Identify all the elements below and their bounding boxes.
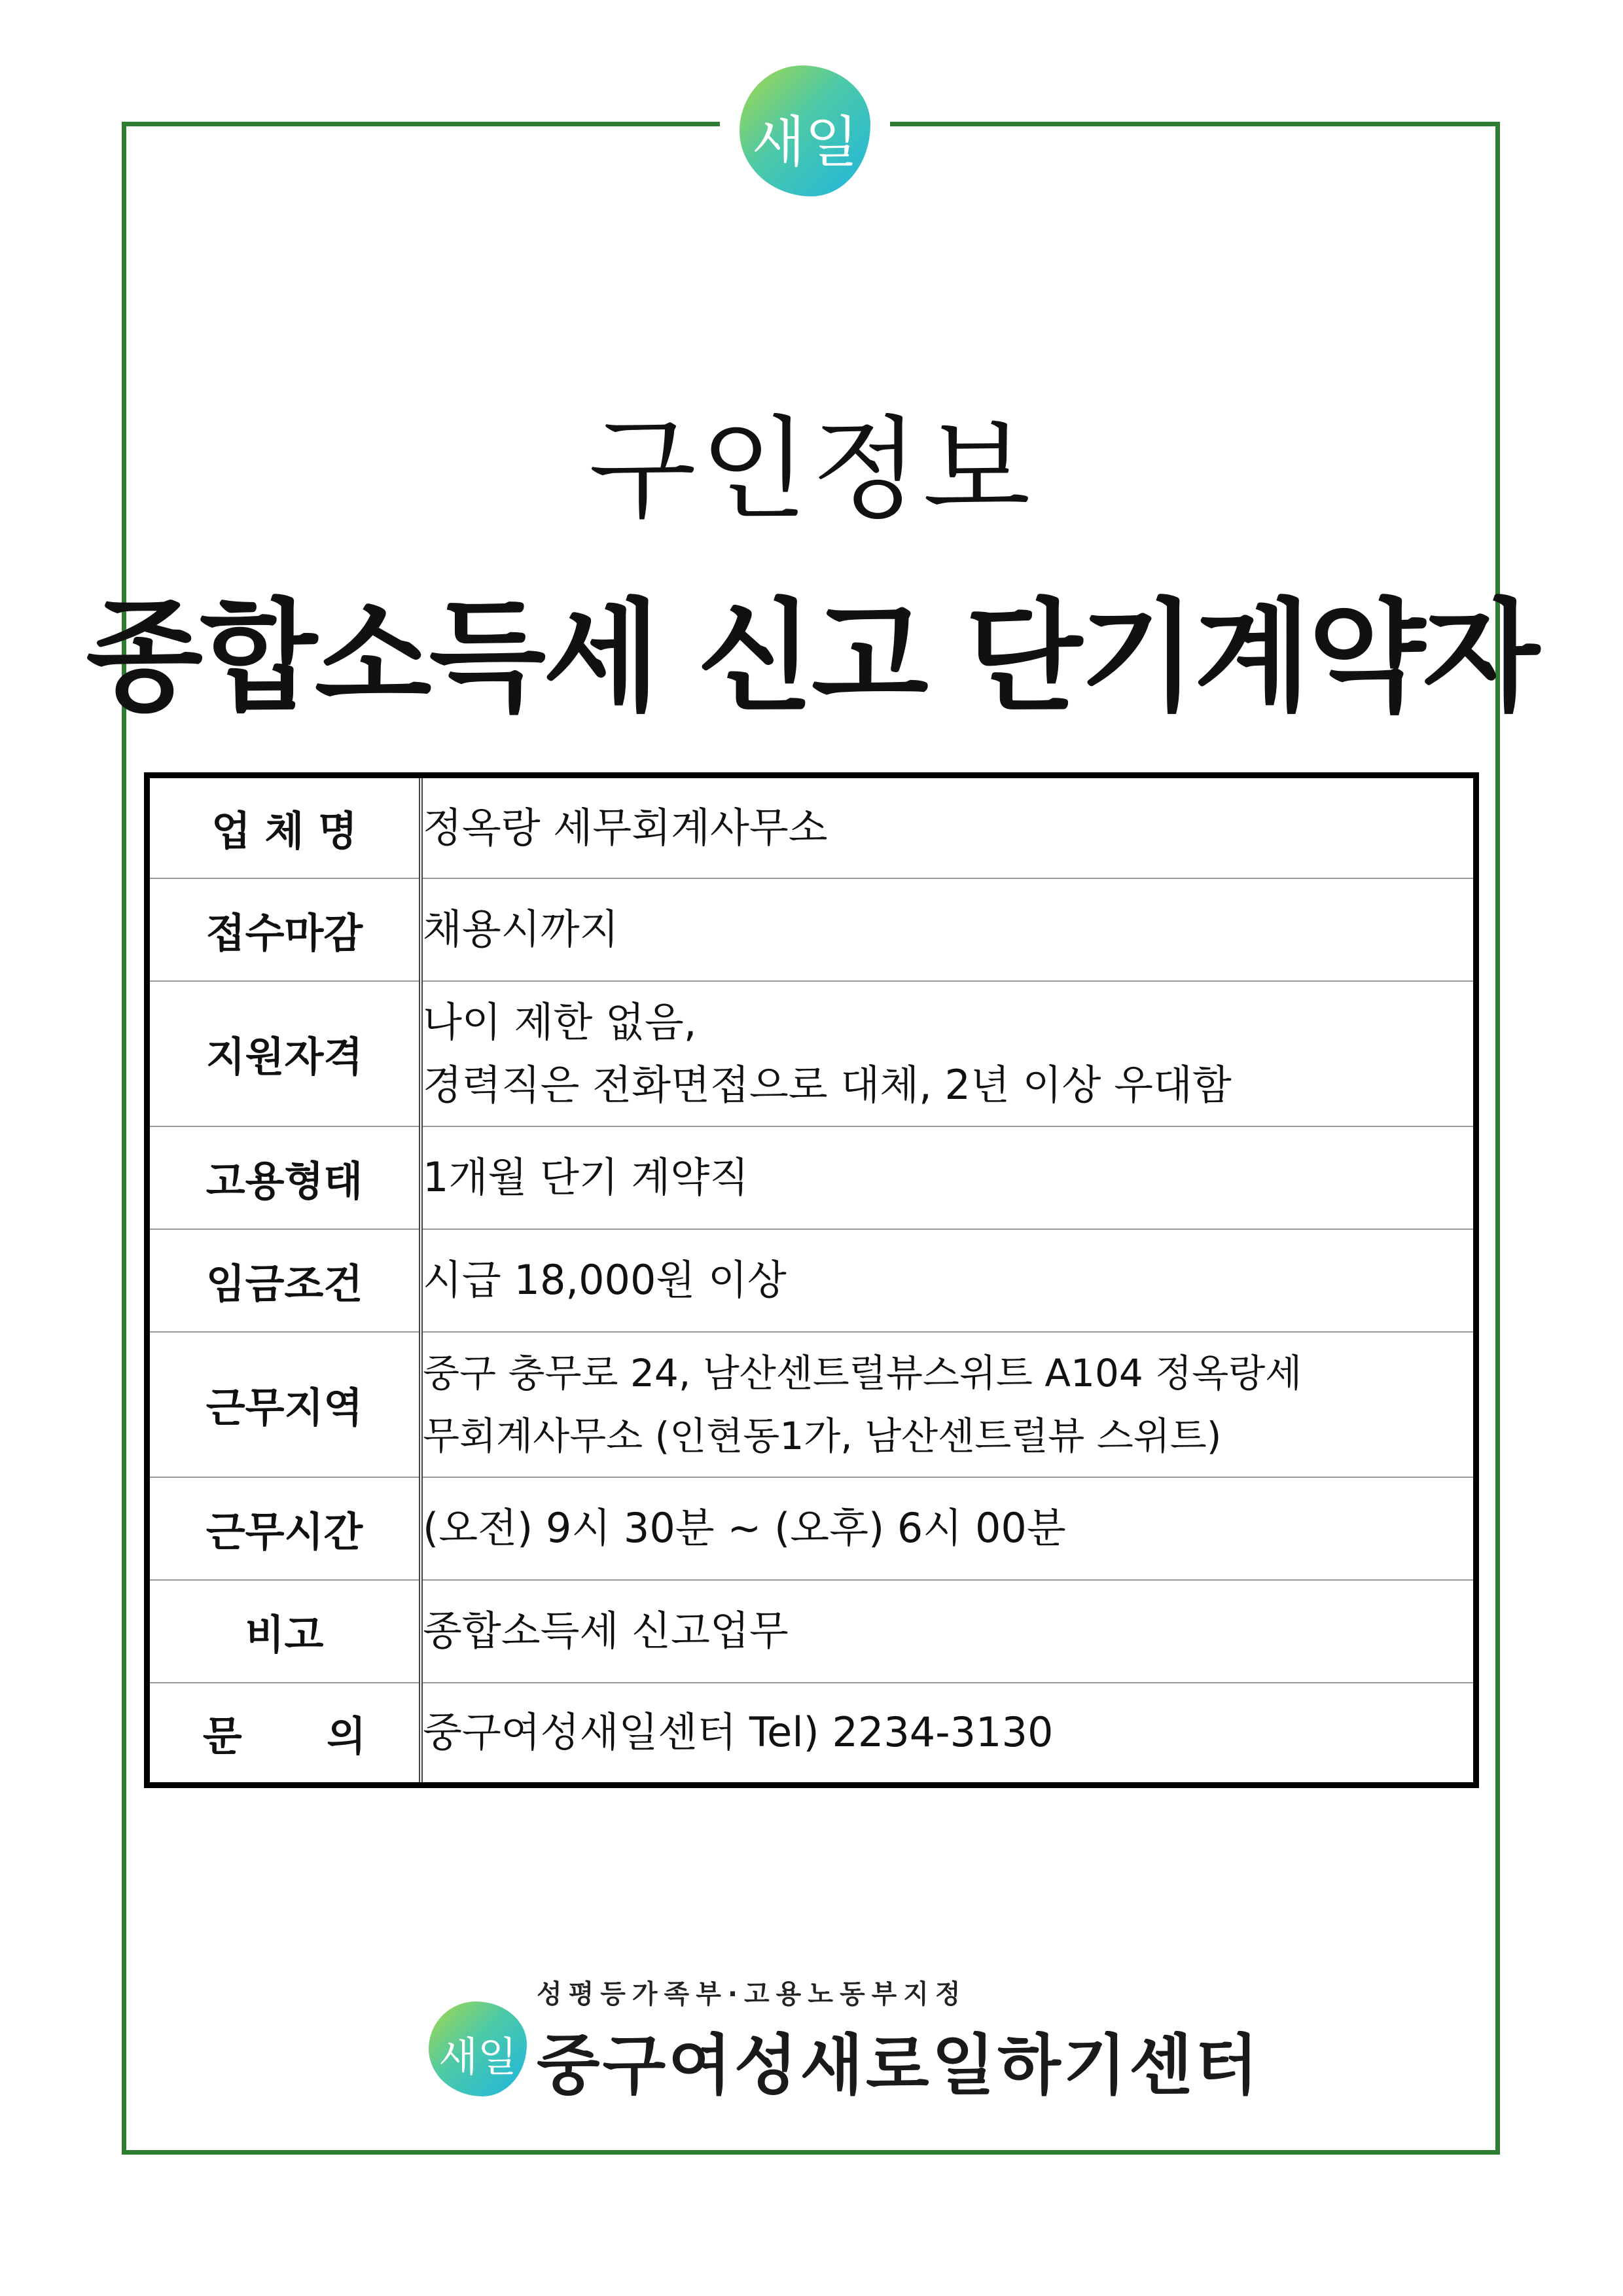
row-label: 비고 — [147, 1580, 421, 1683]
row-value-line: 시급 18,000원 이상 — [423, 1256, 787, 1304]
row-value-line: 나이 제한 없음, — [423, 997, 697, 1046]
row-value-line: 중구여성새일센터 Tel) 2234-3130 — [423, 1708, 1054, 1757]
row-value-line: (오전) 9시 30분 ~ (오후) 6시 00분 — [423, 1504, 1066, 1552]
row-label: 고용형태 — [147, 1126, 421, 1229]
page-title: 종합소득세 신고 단기계약자 — [86, 586, 1537, 728]
row-value-line: 정옥랑 세무회계사무소 — [423, 803, 828, 852]
footer-logo-text: 새일 — [438, 2033, 517, 2081]
footer-logo — [429, 2001, 527, 2096]
table-row — [147, 1683, 1476, 1785]
row-label: 업 체 명 — [147, 776, 421, 878]
row-label: 근무시간 — [147, 1477, 421, 1580]
row-value-line: 중구 충무로 24, 남산센트럴뷰스위트 A104 정옥랑세 — [423, 1350, 1302, 1395]
row-label: 접수마감 — [147, 878, 421, 981]
table-row — [147, 1126, 1476, 1229]
row-value-line: 무회계사무소 (인현동1가, 남산센트럴뷰 스위트) — [423, 1413, 1222, 1458]
row-value — [421, 776, 1476, 878]
row-label: 문 의 — [147, 1683, 421, 1785]
table-row — [147, 1477, 1476, 1580]
page-subtitle: 구인정보 — [588, 405, 1035, 535]
row-value — [421, 1126, 1476, 1229]
table-row — [147, 776, 1476, 878]
table-row — [147, 981, 1476, 1126]
table-row — [147, 1332, 1476, 1477]
job-info-table — [144, 772, 1479, 1788]
row-label: 지원자격 — [147, 981, 421, 1126]
row-label: 임금조건 — [147, 1229, 421, 1332]
row-value — [421, 878, 1476, 981]
row-value — [421, 1477, 1476, 1580]
row-value — [421, 981, 1476, 1126]
table-row — [147, 1229, 1476, 1332]
top-logo — [720, 62, 890, 213]
row-value-line: 경력직은 전화면접으로 대체, 2년 이상 우대함 — [423, 1060, 1232, 1109]
row-value — [421, 1229, 1476, 1332]
footer-center-name: 중구여성새로일하기센터 — [537, 2027, 1261, 2104]
table-row — [147, 878, 1476, 981]
row-value — [421, 1683, 1476, 1785]
row-value — [421, 1580, 1476, 1683]
row-value — [421, 1332, 1476, 1477]
row-label: 근무지역 — [147, 1332, 421, 1477]
row-value-line: 채용시까지 — [423, 905, 619, 953]
row-value-line: 종합소득세 신고업무 — [423, 1607, 789, 1655]
table-row — [147, 1580, 1476, 1683]
footer-certification: 성평등가족부·고용노동부지정 — [537, 1979, 967, 2009]
row-value-line: 1개월 단기 계약직 — [423, 1153, 749, 1201]
logo-text: 새일 — [751, 110, 859, 174]
